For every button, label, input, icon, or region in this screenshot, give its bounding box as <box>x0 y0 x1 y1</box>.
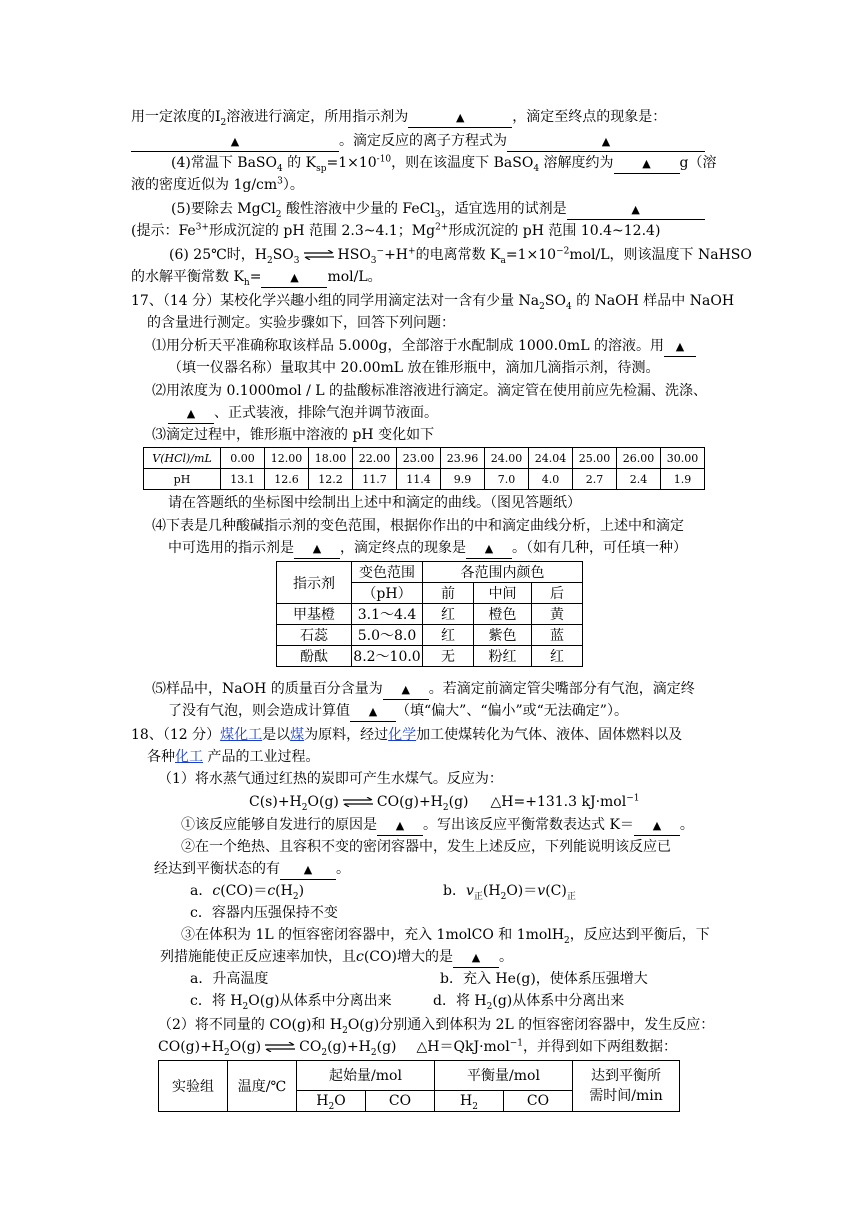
table-row <box>277 562 583 583</box>
answer-blank[interactable]: ▲ <box>261 268 327 288</box>
table-cell: 4.0 <box>529 469 573 490</box>
q18-3-option-c: c．将 $H_2O(g)$从体系中分离出来 <box>190 993 392 1012</box>
table-row <box>277 604 583 625</box>
q18-3-option-d: d．将 $H_2(g)$从体系中分离出来 <box>433 993 625 1012</box>
q17-step-1: ⑴用分析天平准确称取该样品 5.000g，全部溶于水配制成 1000.0mL 的溶液。用 ▲ <box>152 336 696 357</box>
table-cell: 12.00 <box>265 448 309 469</box>
q16-6-cont: 的水解平衡常数 $K_h=$ ▲ mol/L。 <box>131 269 382 288</box>
table-header: $H_2O$ <box>297 1090 366 1111</box>
table-header: 起始量/mol <box>297 1061 435 1091</box>
q17-intro-cont: 的含量进行测定。实验步骤如下，回答下列问题： <box>147 315 455 331</box>
q17-step-3: ⑶滴定过程中，锥形瓶中溶液的 pH 变化如下 <box>152 427 435 443</box>
q16-hint: (提示：$Fe^{3+}$形成沉淀的 pH 范围 2.3~4.1；$Mg^{2+}$形成沉淀的 pH 范围 10.4~12.4) <box>131 222 661 239</box>
answer-blank[interactable]: ▲ <box>453 948 499 968</box>
q17-step-3-cont: 请在答题纸的坐标图中绘制出上述中和滴定的曲线。（图见答题纸） <box>168 495 581 511</box>
table-cell: 12.2 <box>309 469 353 490</box>
q17-step-1-cont: （填一仪器名称）量取其中 20.00mL 放在锥形瓶中，滴加几滴指示剂，待测。 <box>168 360 660 376</box>
table-cell: 23.00 <box>397 448 441 469</box>
answer-blank[interactable]: ▲ <box>664 337 696 357</box>
table-cell: 2.7 <box>573 469 617 490</box>
q18-option-b: b．$v_正(H_2O)=v(C)_正$ <box>443 883 576 902</box>
table-cell: 蓝 <box>532 625 583 646</box>
q18-3-option-a: a．升高温度 <box>190 971 269 987</box>
answer-blank[interactable]: ▲ <box>634 816 680 836</box>
table-cell: 8.2～10.0 <box>352 646 423 667</box>
q18-3-option-b: b．充入 He(g)，使体系压强增大 <box>440 971 648 987</box>
table-cell: 粉红 <box>474 646 532 667</box>
answer-blank[interactable]: ▲ <box>131 132 339 152</box>
table-header: 温度/℃ <box>228 1061 297 1112</box>
q18-part-2: （2）将不同量的 CO(g)和 $H_2O(g)$分别通入到体积为 2L 的恒容密闭容器中，发生反应： <box>158 1017 715 1036</box>
table-cell: 11.4 <box>397 469 441 490</box>
table-cell: 24.04 <box>529 448 573 469</box>
table-header: 各范围内颜色 <box>423 562 583 583</box>
table-cell: 23.96 <box>441 448 485 469</box>
q18-option-c: c．容器内压强保持不变 <box>190 905 338 921</box>
answer-blank[interactable]: ▲ <box>280 860 336 880</box>
table-cell: 黄 <box>532 604 583 625</box>
link-chemistry[interactable]: 化学 <box>388 727 417 743</box>
q17-step-4: ⑷下表是几种酸碱指示剂的变色范围，根据你作出的中和滴定曲线分析，上述中和滴定 <box>152 518 684 534</box>
table-header: $H_2$ <box>435 1090 504 1111</box>
q16-4: (4)常温下 BaSO$_4$ 的 $K_{sp}=1\times 10^{-10}$，则在该温度下 BaSO$_4$ 溶解度约为 ▲ g（溶 <box>171 154 717 174</box>
table-cell: 2.4 <box>617 469 661 490</box>
table-cell: 26.00 <box>617 448 661 469</box>
equilibrium-arrow-icon <box>341 797 375 807</box>
table-cell: 紫色 <box>474 625 532 646</box>
q18-1-item-2: ②在一个绝热、且容积不变的密闭容器中，发生上述反应，下列能说明该反应已 <box>181 839 671 855</box>
table-header-ph: pH <box>144 469 221 490</box>
table-cell: 0.00 <box>221 448 265 469</box>
q18-option-a: a．$c(CO)=c(H_2)$ <box>190 883 305 902</box>
table-header: CO <box>366 1090 435 1111</box>
q17-step-5-cont: 了没有气泡，则会造成计算值 ▲ （填“偏大”、“偏小”或“无法确定”）。 <box>168 701 628 722</box>
table-header: CO <box>504 1090 573 1111</box>
table-cell: 25.00 <box>573 448 617 469</box>
table-cell: 7.0 <box>485 469 529 490</box>
table-header: 前 <box>423 583 474 604</box>
answer-blank[interactable]: ▲ <box>507 132 705 152</box>
table-cell: 红 <box>423 625 474 646</box>
ph-change-table <box>143 447 705 490</box>
table-cell: 3.1～4.4 <box>352 604 423 625</box>
table-header: （pH） <box>352 583 423 604</box>
table-cell: 22.00 <box>353 448 397 469</box>
table-cell: 酚酞 <box>277 646 352 667</box>
indicator-table <box>276 561 583 667</box>
table-header: 中间 <box>474 583 532 604</box>
table-row <box>144 448 705 469</box>
q18-1-item-3-cont: 列措施能使正反应速率加快，且c(CO)增大的是 ▲ 。 <box>160 947 513 968</box>
answer-blank[interactable]: ▲ <box>294 539 340 559</box>
table-row <box>277 646 583 667</box>
table-header: 指示剂 <box>277 562 352 604</box>
answer-blank[interactable]: ▲ <box>168 404 214 424</box>
q17-intro: 17、（14 分）某校化学兴趣小组的同学用滴定法对一含有少量 $Na_2SO_4$ 的 NaOH 样品中 NaOH <box>131 293 735 312</box>
q18-part-1: （1）将水蒸气通过红热的炭即可产生水煤气。反应为： <box>158 771 503 787</box>
q18-1-item-1: ①该反应能够自发进行的原因是 ▲ 。写出该反应平衡常数表达式 K＝ ▲ 。 <box>181 815 694 836</box>
table-row <box>159 1061 680 1091</box>
table-header: 平衡量/mol <box>435 1061 573 1091</box>
answer-blank[interactable]: ▲ <box>614 154 680 174</box>
equilibrium-arrow-icon <box>302 250 336 260</box>
table-cell: 橙色 <box>474 604 532 625</box>
table-header-volume: V(HCl)/mL <box>144 448 221 469</box>
table-cell: 红 <box>423 604 474 625</box>
q17-step-4-cont: 中可选用的指示剂是 ▲ ，滴定终点的现象是 ▲ 。（如有几种，可任填一种） <box>168 538 687 559</box>
table-cell: 12.6 <box>265 469 309 490</box>
answer-blank[interactable]: ▲ <box>350 702 396 722</box>
q18-1-item-3: ③在体积为 1L 的恒容密闭容器中，充入 1molCO 和 1molH$_2$，反应达到平衡后，下 <box>181 927 710 946</box>
answer-blank[interactable]: ▲ <box>383 680 429 700</box>
experiment-data-table <box>158 1060 680 1112</box>
table-header: 实验组 <box>159 1061 228 1112</box>
table-header: 后 <box>532 583 583 604</box>
table-cell: 9.9 <box>441 469 485 490</box>
table-cell: 石蕊 <box>277 625 352 646</box>
q16-5: (5)要除去 MgCl$_2$ 酸性溶液中少量的 FeCl$_3$，适宜选用的试剂是 ▲ <box>171 199 705 220</box>
q18-intro: 18、（12 分）煤化工是以煤为原料，经过化学加工使煤转化为气体、液体、固体燃料以及 <box>131 727 683 743</box>
table-cell: 甲基橙 <box>277 604 352 625</box>
table-cell: 11.7 <box>353 469 397 490</box>
link-coal-chemical[interactable]: 煤化工 <box>220 727 263 743</box>
table-cell: 无 <box>423 646 474 667</box>
q17-step-2-cont: ▲ 、正式装液，排除气泡并调节液面。 <box>168 403 438 424</box>
equilibrium-arrow-icon <box>263 1042 297 1052</box>
link-chemical-industry[interactable]: 化工 <box>175 749 203 765</box>
q18-1-item-2-cont: 经达到平衡状态的有 ▲ 。 <box>154 859 350 880</box>
table-row <box>144 469 705 490</box>
table-header: 达到平衡所 需时间/min <box>573 1061 680 1112</box>
q16-6: (6) 25℃时，$H_2SO_3$ $HSO_3^-+H^+$的电离常数 $K_a=1\times 10^{-2}mol/L$，则该温度下 NaHSO <box>169 246 752 266</box>
q16-line-titration: 用一定浓度的$I_2$溶液进行滴定，所用指示剂为 ▲ ，滴定至终点的现象是： <box>131 109 667 128</box>
q17-step-2: ⑵用浓度为 0.1000mol / L 的盐酸标准溶液进行滴定。滴定管在使用前应先检漏、洗涤、 <box>152 383 707 399</box>
answer-blank[interactable]: ▲ <box>466 539 512 559</box>
table-row <box>277 625 583 646</box>
table-cell: 红 <box>532 646 583 667</box>
q16-4-cont: 液的密度近似为 $1g/cm^3$）。 <box>131 176 304 193</box>
answer-blank[interactable]: ▲ <box>408 108 512 128</box>
table-cell: 30.00 <box>661 448 705 469</box>
table-cell: 24.00 <box>485 448 529 469</box>
q17-step-5: ⑸样品中，NaOH 的质量百分含量为 ▲ 。若滴定前滴定管尖嘴部分有气泡，滴定终 <box>152 679 695 700</box>
q18-intro-cont: 各种化工 产品的工业过程。 <box>147 749 320 765</box>
q18-equation-2: $CO(g)+H_2O(g)$ $CO_2(g)+H_2(g)$ △H＝QkJ·mol$^{-1}$，并得到如下两组数据： <box>158 1038 677 1058</box>
table-header: 变色范围 <box>352 562 423 583</box>
answer-blank[interactable]: ▲ <box>567 200 705 220</box>
link-coal[interactable]: 煤 <box>290 727 305 743</box>
table-cell: 5.0～8.0 <box>352 625 423 646</box>
q18-equation-1: $C(s)+H_2O(g)$ $CO(g)+H_2(g)$ △H=+131.3 kJ·mol$^{-1}$ <box>249 793 640 813</box>
answer-blank[interactable]: ▲ <box>377 816 423 836</box>
q16-line-endpoint: ▲ 。滴定反应的离子方程式为 ▲ <box>131 131 705 152</box>
table-cell: 13.1 <box>221 469 265 490</box>
table-cell: 18.00 <box>309 448 353 469</box>
table-cell: 1.9 <box>661 469 705 490</box>
